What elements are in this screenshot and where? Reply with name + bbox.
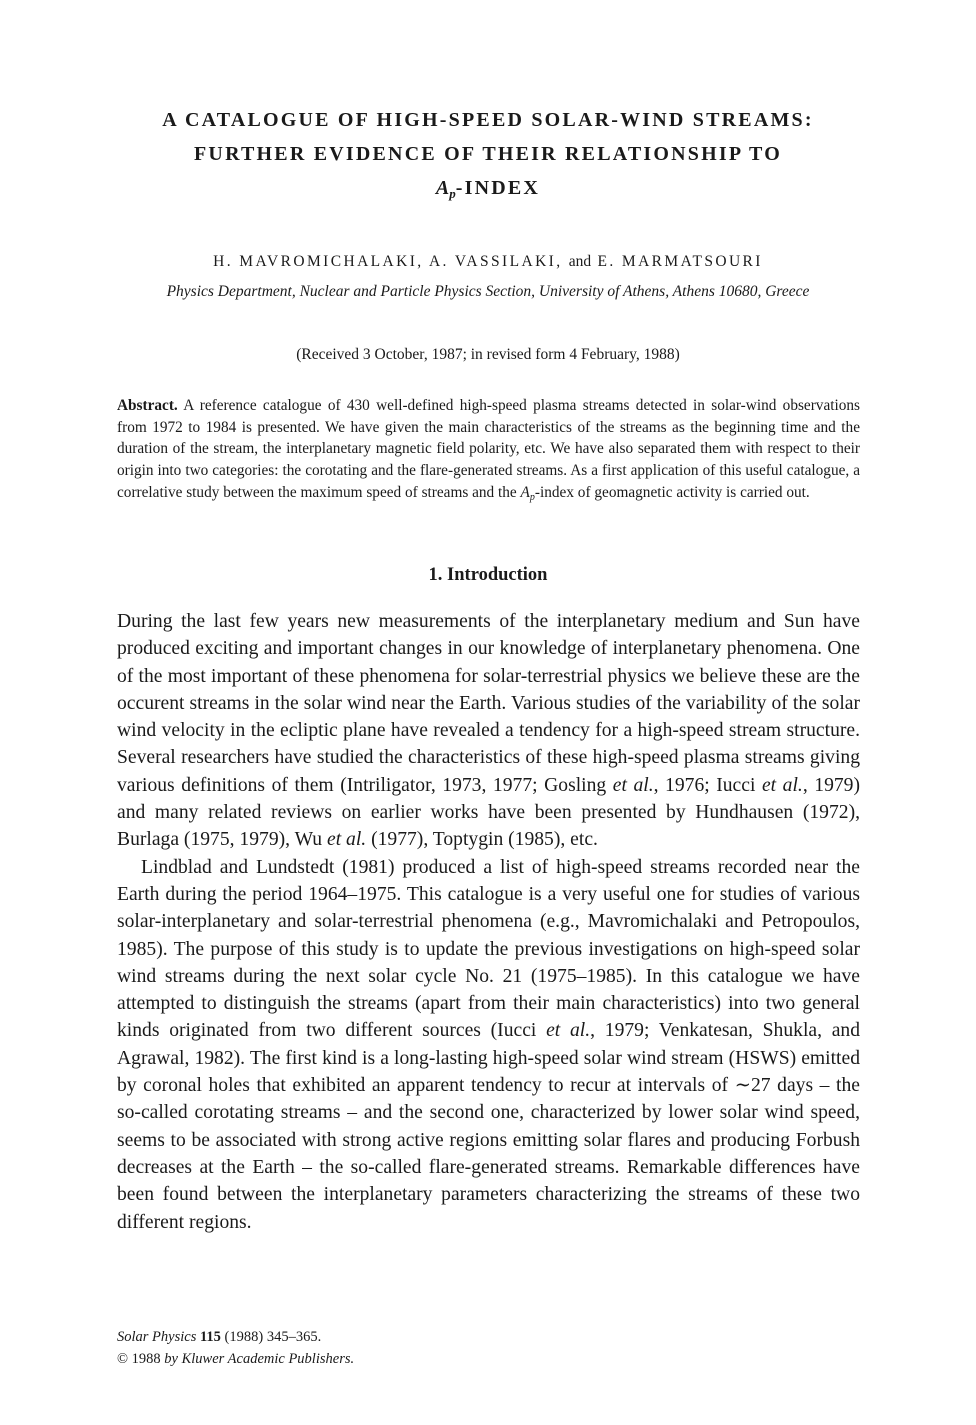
publisher: by Kluwer Academic Publishers. bbox=[164, 1351, 355, 1367]
abstract-symbol-subscript: p bbox=[529, 491, 535, 503]
publication-footer bbox=[117, 1326, 354, 1370]
title-line-2: FURTHER EVIDENCE OF THEIR RELATIONSHIP TO bbox=[194, 143, 782, 165]
paper-title bbox=[100, 103, 876, 205]
abstract bbox=[117, 395, 860, 504]
copyright-year: 1988 bbox=[131, 1351, 161, 1367]
paragraph-1-part-b: , 1976; Iucci bbox=[653, 774, 756, 796]
copyright-line bbox=[117, 1348, 354, 1370]
title-line-3 bbox=[100, 171, 876, 205]
authors-part-2: E. MARMATSOURI bbox=[597, 253, 763, 270]
paragraph-2-part-a: Lindblad and Lundstedt (1981) produced a list of high-speed streams recorded near the Earth during the period 1964–1975. This catalogue is a very useful one for studies of various solar-interplanetary and solar-terrestrial phenomena (e.g., Mavromichalaki and Petropoulos, 1985). The purpose of this study is to update the previous investigations on high-speed solar wind streams during the next solar cycle No. 21 (1975–1985). In this catalogue we have attempted to distinguish the streams (apart from their main characteristics) into two general kinds originated from two different sources (Iucci bbox=[117, 856, 860, 1042]
affiliation: Physics Department, Nuclear and Particle Physics Section, University of Athens, Athens 10680, Greece bbox=[166, 283, 810, 300]
authors-and: and bbox=[568, 253, 592, 270]
paragraph-1-part-a: During the last few years new measurements of the interplanetary medium and Sun have produced exciting and important changes in our knowledge of interplanetary phenomena. One of the most important of these phenomena for solar-terrestrial physics we believe these are the occurent streams in the solar wind near the Earth. Various studies of the variability of the solar wind velocity in the ecliptic plane have revealed a tendency for a high-speed stream structure. Several researchers have studied the characteristics of these high-speed plasma streams giving various definitions of them (Intriligator, 1973, 1977; Gosling bbox=[117, 611, 860, 796]
abstract-text-1: A reference catalogue of 430 well-defined high-speed plasma streams detected in solar-wind observations from 1972 to 1984 is presented. We have given the main characteristics of the streams as the beginning time and the duration of the stream, the interplanetary magnetic field polarity, etc. We have also separated them with respect to their origin into two categories: the corotating and the flare-generated streams. As a first application of this useful catalogue, a correlative study between the maximum speed of streams and the bbox=[117, 397, 860, 501]
section-heading-introduction: 1. Introduction bbox=[428, 565, 548, 585]
et-al-3: et al. bbox=[327, 829, 367, 851]
received-dates: (Received 3 October, 1987; in revised form 4 February, 1988) bbox=[296, 346, 680, 363]
paragraph-1-part-c: , 1979) and many related reviews on earlier works have been presented by Hundhausen (1972), Burlaga (1975, 1979), Wu bbox=[117, 774, 860, 851]
title-line-1: A CATALOGUE OF HIGH-SPEED SOLAR-WIND STREAMS: bbox=[162, 109, 814, 131]
paragraph-2 bbox=[117, 854, 860, 1236]
abstract-symbol: A bbox=[520, 483, 530, 501]
title-line-3-rest: -INDEX bbox=[455, 177, 541, 199]
et-al-1: et al. bbox=[612, 774, 654, 796]
authors-part-1: H. MAVROMICHALAKI, A. VASSILAKI, bbox=[213, 253, 563, 270]
paragraph-1 bbox=[117, 608, 860, 854]
journal-name: Solar Physics bbox=[117, 1329, 197, 1345]
citation-line bbox=[117, 1326, 354, 1348]
copyright-symbol: © bbox=[117, 1351, 129, 1367]
abstract-label: Abstract. bbox=[117, 397, 178, 414]
title-symbol-subscript: p bbox=[449, 186, 456, 201]
title-symbol: A bbox=[435, 177, 450, 199]
et-al-2: et al. bbox=[761, 774, 803, 796]
journal-pages: (1988) 345–365. bbox=[224, 1329, 322, 1345]
et-al-4: et al. bbox=[546, 1020, 591, 1042]
paragraph-1-part-d: (1977), Toptygin (1985), etc. bbox=[371, 829, 598, 851]
journal-volume: 115 bbox=[199, 1329, 221, 1345]
author-list bbox=[100, 253, 876, 271]
paragraph-2-part-b: , 1979; Venkatesan, Shukla, and Agrawal, 1982). The first kind is a long-lasting high-speed solar wind stream (HSWS) emitted by coronal holes that exhibited an apparent tendency to recur at intervals of ∼27 days – the so-called corotating streams – and the second one, characterized by lower solar wind speed, seems to be associated with strong active regions emitting solar flares and producing Forbush decreases at the Earth – the so-called flare-generated streams. Remarkable differences have been found between the interplanetary parameters characterizing the streams of these two different regions. bbox=[117, 1020, 861, 1233]
abstract-text-2: -index of geomagnetic activity is carried out. bbox=[534, 483, 810, 501]
introduction-body bbox=[117, 608, 860, 1236]
